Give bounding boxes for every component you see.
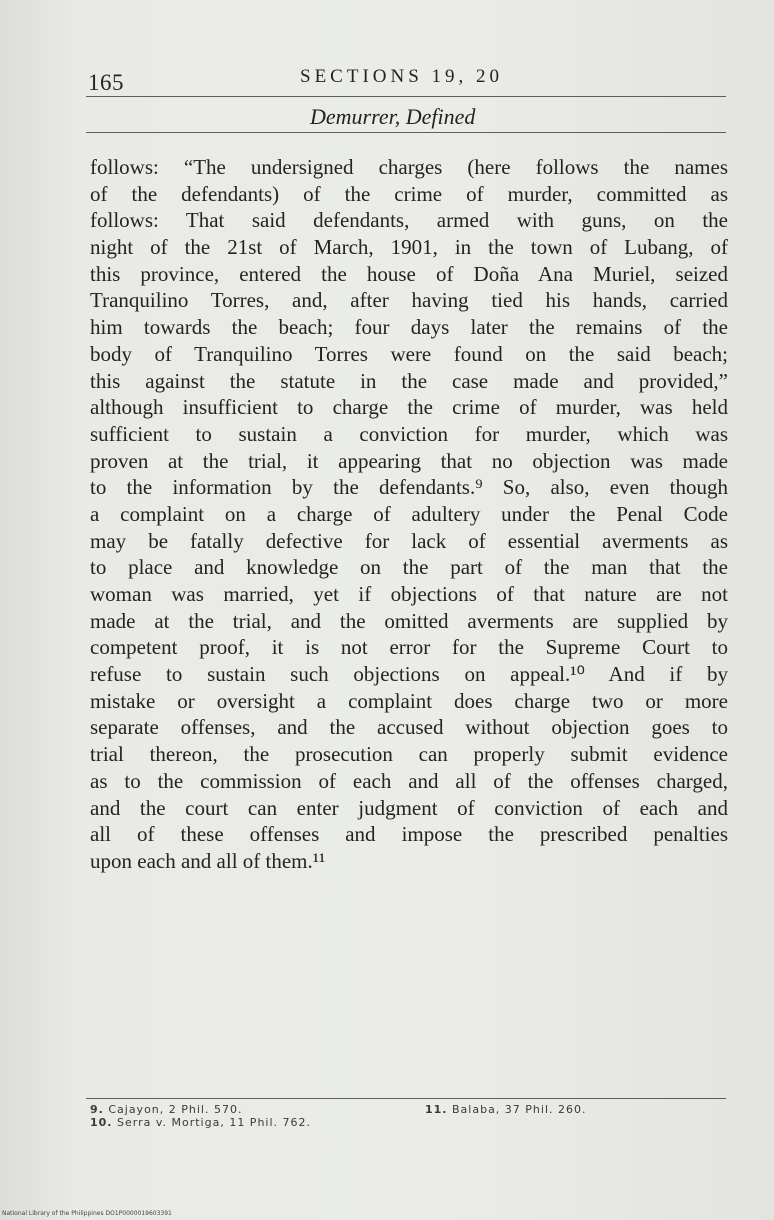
footnote-number: 10. (90, 1116, 113, 1129)
text-line: competent proof, it is not error for the Supreme Court to (90, 635, 728, 660)
body-text (90, 154, 728, 875)
section-heading: SECTIONS 19, 20 (300, 66, 504, 87)
text-line: to the information by the defendants.⁹ So, also, even though (90, 475, 728, 500)
text-line: and the court can enter judgment of conviction of each and (90, 795, 728, 820)
page-subtitle: Demurrer, Defined (310, 104, 476, 129)
text-line: may be fatally defective for lack of essential averments as (90, 528, 728, 553)
footnote-9 (90, 1103, 242, 1116)
text-line: to place and knowledge on the part of the man that the (90, 555, 728, 580)
text-line: although insufficient to charge the crime of murder, was held (90, 395, 728, 420)
text-line: this province, entered the house of Doña Ana Muriel, seized (90, 261, 728, 286)
footnote-number: 9. (90, 1103, 104, 1116)
text-line: him towards the beach; four days later the remains of the (90, 315, 728, 340)
text-line: separate offenses, and the accused without objection goes to (90, 715, 728, 740)
footnote-rule (86, 1098, 726, 1099)
text-line: sufficient to sustain a conviction for murder, which was (90, 421, 728, 446)
footnote-10 (90, 1116, 311, 1129)
footnote-text: Serra v. Mortiga, 11 Phil. 762. (117, 1116, 312, 1129)
text-line: a complaint on a charge of adultery under the Penal Code (90, 501, 728, 526)
text-line: follows: That said defendants, armed with guns, on the (90, 208, 728, 233)
text-line: proven at the trial, it appearing that no objection was made (90, 448, 728, 473)
text-line: upon each and all of them.¹¹ (90, 848, 326, 873)
text-line: mistake or oversight a complaint does charge two or more (90, 688, 728, 713)
footnote-text: Cajayon, 2 Phil. 570. (108, 1103, 243, 1116)
library-stamp: National Library of the Philippines DO1P0000019603391 (2, 1210, 172, 1217)
text-line: as to the commission of each and all of the offenses charged, (90, 768, 728, 793)
text-line: made at the trial, and the omitted averments are supplied by (90, 608, 728, 633)
subtitle-rule (86, 132, 726, 133)
text-line: body of Tranquilino Torres were found on the said beach; (90, 341, 728, 366)
page-number: 165 (88, 70, 124, 95)
text-line: refuse to sustain such objections on appeal.¹⁰ And if by (90, 662, 728, 687)
text-line: all of these offenses and impose the prescribed penalties (90, 822, 728, 847)
footnote-number: 11. (425, 1103, 448, 1116)
header-rule (86, 96, 726, 97)
text-line: night of the 21st of March, 1901, in the town of Lubang, of (90, 235, 728, 260)
text-line: woman was married, yet if objections of that nature are not (90, 582, 728, 606)
footnote-text: Balaba, 37 Phil. 260. (452, 1103, 587, 1116)
text-line: this against the statute in the case made and provided,” (90, 368, 728, 393)
text-line: Tranquilino Torres, and, after having tied his hands, carried (90, 288, 728, 313)
text-line: trial thereon, the prosecution can properly submit evidence (90, 742, 728, 767)
footnote-11 (425, 1103, 587, 1116)
text-line: of the defendants) of the crime of murder, committed as (90, 181, 728, 206)
text-line: follows: “The undersigned charges (here follows the names (90, 155, 728, 179)
